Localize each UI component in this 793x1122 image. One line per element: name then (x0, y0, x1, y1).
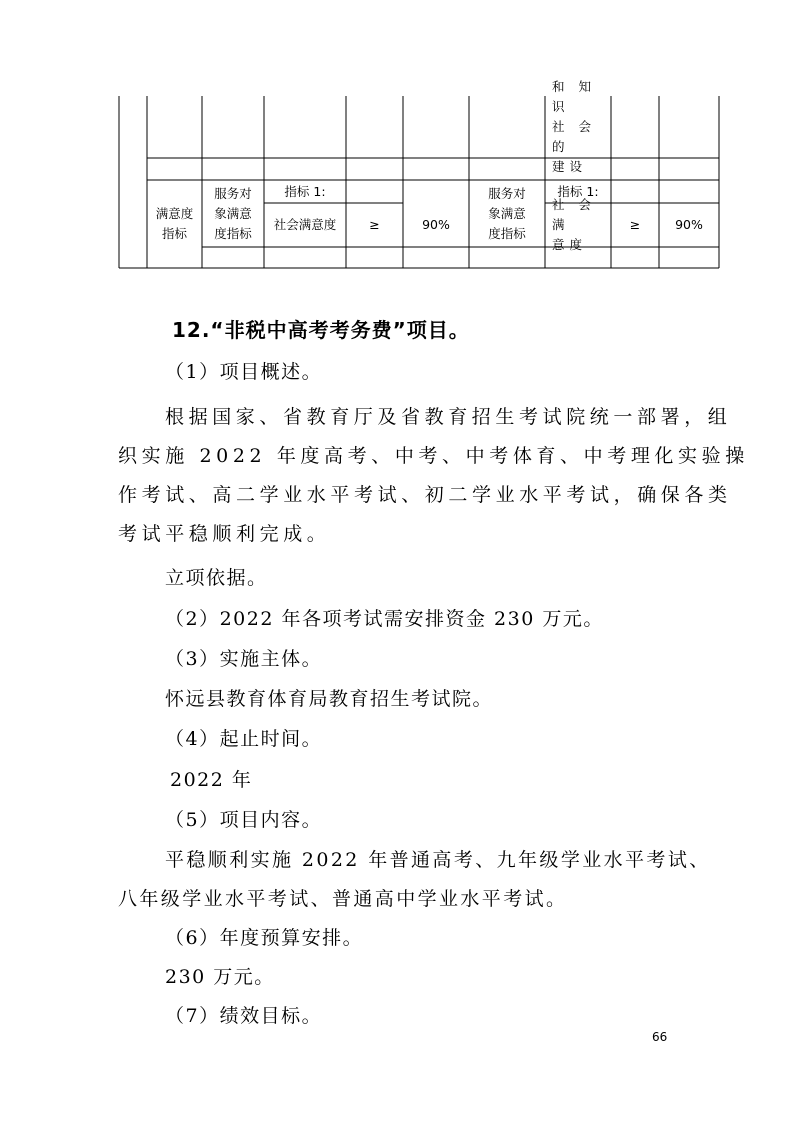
table-cell-satisfaction-category: 满意度 指标 (155, 206, 194, 241)
performance-table (0, 0, 793, 270)
table-cell-sub-indicator-right: 服务对 象满意 度指标 (488, 185, 526, 241)
text-line: （3）实施主体。 (165, 648, 323, 670)
section-heading: 12.“非税中高考考务费”项目。 (172, 318, 470, 342)
text-line: 织实施 2022 年度高考、中考、中考体育、中考理化实验操 (118, 445, 749, 467)
text-line: 八年级学业水平考试、普通高中学业水平考试。 (118, 888, 568, 910)
text-line: （6）年度预算安排。 (165, 927, 364, 949)
text-line: （4）起止时间。 (165, 728, 323, 750)
text-line: （2）2022 年各项考试需安排资金 230 万元。 (165, 608, 604, 630)
table-cell-operator-left: ≥ (369, 217, 380, 232)
table-cell-measure-left: 社会满意度 (273, 217, 337, 232)
text-line: （1）项目概述。 (165, 361, 323, 383)
text-line: 平稳顺利实施 2022 年普通高考、九年级学业水平考试、 (165, 849, 711, 871)
table-cell-knowledge-society: 和 知 识 社 会 的 建设 (552, 79, 596, 174)
table-cell-indicator-right: 指标 1: (557, 183, 599, 199)
table-cell-measure-right: 社 会 满 意度 (552, 197, 596, 252)
table-cell-value-left: 90% (422, 217, 450, 232)
text-line: 230 万元。 (165, 966, 275, 988)
table-cell-value-right: 90% (675, 217, 703, 232)
table-cell-indicator-left: 指标 1: (284, 183, 326, 199)
text-line: 根据国家、省教育厅及省教育招生考试院统一部署，组 (165, 406, 732, 428)
text-line: （5）项目内容。 (165, 809, 323, 831)
text-line: 怀远县教育体育局教育招生考试院。 (165, 688, 494, 710)
table-cell-sub-indicator-left: 服务对 象满意 度指标 (214, 185, 252, 241)
page-number: 66 (652, 1030, 668, 1044)
text-line: 作考试、高二学业水平考试、初二学业水平考试，确保各类 (118, 484, 732, 506)
text-line: （7）绩效目标。 (165, 1005, 323, 1027)
table-cell-operator-right: ≥ (629, 217, 641, 232)
text-line: 考试平稳顺利完成。 (118, 523, 331, 545)
text-line: 2022 年 (170, 769, 253, 791)
text-line: 立项依据。 (165, 567, 268, 589)
